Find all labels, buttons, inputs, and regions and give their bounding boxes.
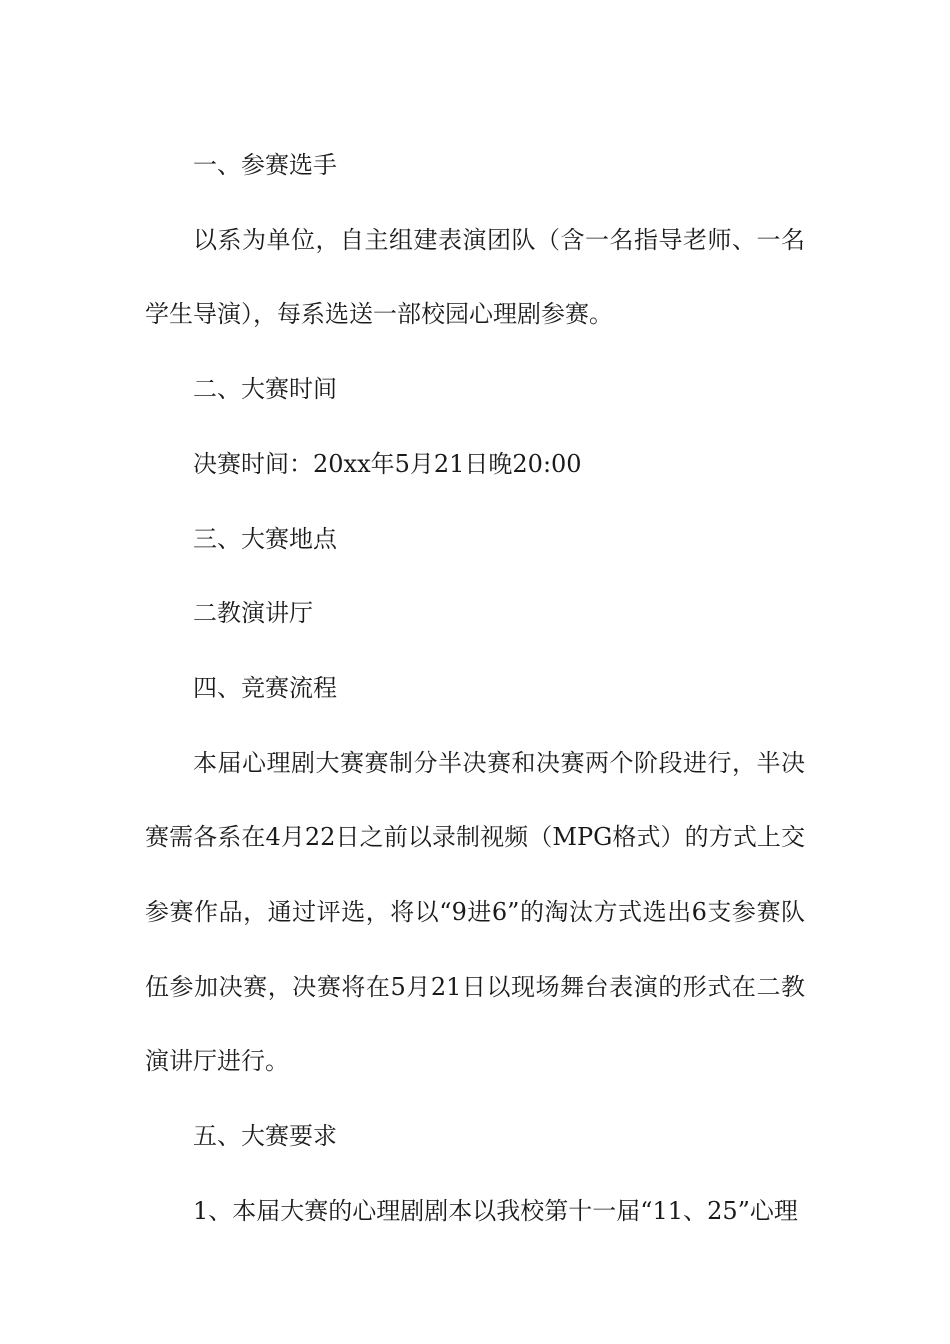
section-heading-requirements: 五、大赛要求 (193, 1122, 337, 1151)
section-heading-time: 二、大赛时间 (193, 375, 337, 404)
paragraph-venue: 二教演讲厅 (193, 599, 313, 628)
paragraph-process: 本届心理剧大赛赛制分半决赛和决赛两个阶段进行，半决赛需各系在4月22日之前以录制视频（MPG格式）的方式上交参赛作品，通过评选，将以“9进6”的淘汰方式选出6支参赛队伍参加决赛，决赛将在5月21日以现场舞台表演的形式在二教演讲厅进行。 (145, 748, 805, 1076)
section-heading-contestants: 一、参赛选手 (193, 151, 337, 179)
document-body (145, 128, 805, 1249)
paragraph-contestants: 以系为单位，自主组建表演团队（含一名指导老师、一名学生导演），每系选送一部校园心理剧参赛。 (145, 225, 805, 329)
section-heading-process: 四、竞赛流程 (193, 673, 337, 702)
paragraph-requirement-1: 1、本届大赛的心理剧剧本以我校第十一届“11、25”心理 (193, 1196, 798, 1225)
section-heading-venue: 三、大赛地点 (193, 524, 337, 553)
paragraph-final-time: 决赛时间：20xx年5月21日晚20:00 (193, 449, 582, 478)
